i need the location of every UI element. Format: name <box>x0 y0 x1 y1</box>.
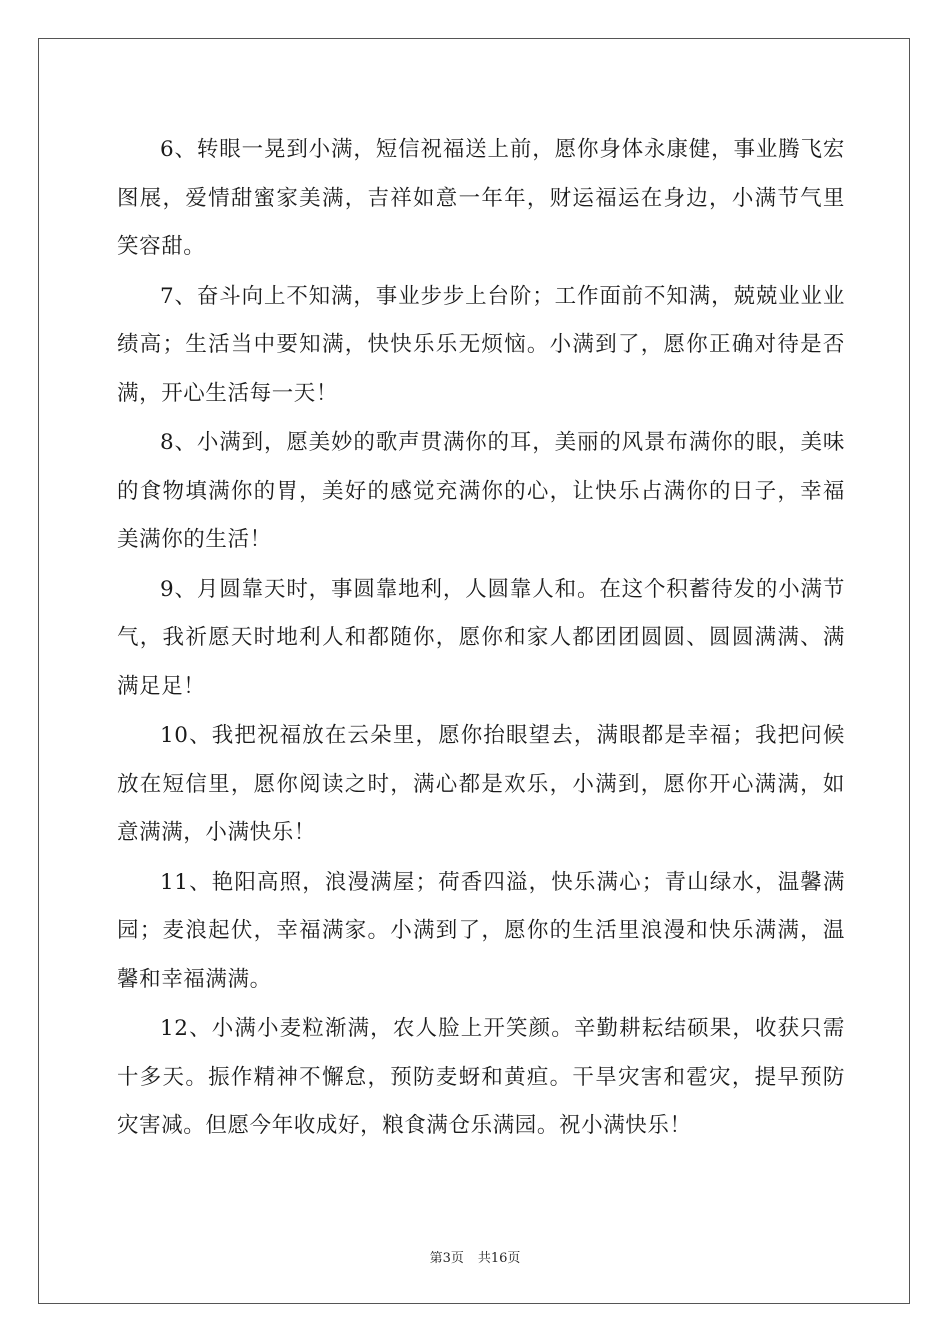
page-number: 第3页 <box>429 1251 464 1266</box>
page-total: 共16页 <box>477 1251 521 1266</box>
paragraph-7: 7、奋斗向上不知满，事业步步上台阶；工作面前不知满，兢兢业业业绩高；生活当中要知满，快快乐乐无烦恼。小满到了，愿你正确对待是否满，开心生活每一天！ <box>117 283 845 406</box>
document-body <box>117 126 845 1152</box>
page-footer <box>0 1247 950 1266</box>
paragraph-10: 10、我把祝福放在云朵里，愿你抬眼望去，满眼都是幸福；我把问候放在短信里，愿你阅读之时，满心都是欢乐，小满到，愿你开心满满，如意满满，小满快乐！ <box>117 723 845 845</box>
paragraph-11: 11、艳阳高照，浪漫满屋；荷香四溢，快乐满心；青山绿水，温馨满园；麦浪起伏，幸福满家。小满到了，愿你的生活里浪漫和快乐满满，温馨和幸福满满。 <box>117 869 845 992</box>
paragraph-6: 6、转眼一晃到小满，短信祝福送上前，愿你身体永康健，事业腾飞宏图展，爱情甜蜜家美满，吉祥如意一年年，财运福运在身边，小满节气里笑容甜。 <box>117 137 845 259</box>
paragraph-8: 8、小满到，愿美妙的歌声贯满你的耳，美丽的风景布满你的眼，美味的食物填满你的胃，美好的感觉充满你的心，让快乐占满你的日子，幸福美满你的生活！ <box>117 430 845 552</box>
paragraph-9: 9、月圆靠天时，事圆靠地利，人圆靠人和。在这个积蓄待发的小满节气，我祈愿天时地利人和都随你，愿你和家人都团团圆圆、圆圆满满、满满足足！ <box>117 576 845 699</box>
paragraph-12: 12、小满小麦粒渐满，农人脸上开笑颜。辛勤耕耘结硕果，收获只需十多天。振作精神不懈怠，预防麦蚜和黄疸。干旱灾害和雹灾，提早预防灾害减。但愿今年收成好，粮食满仓乐满园。祝小满快乐！ <box>117 1016 845 1138</box>
